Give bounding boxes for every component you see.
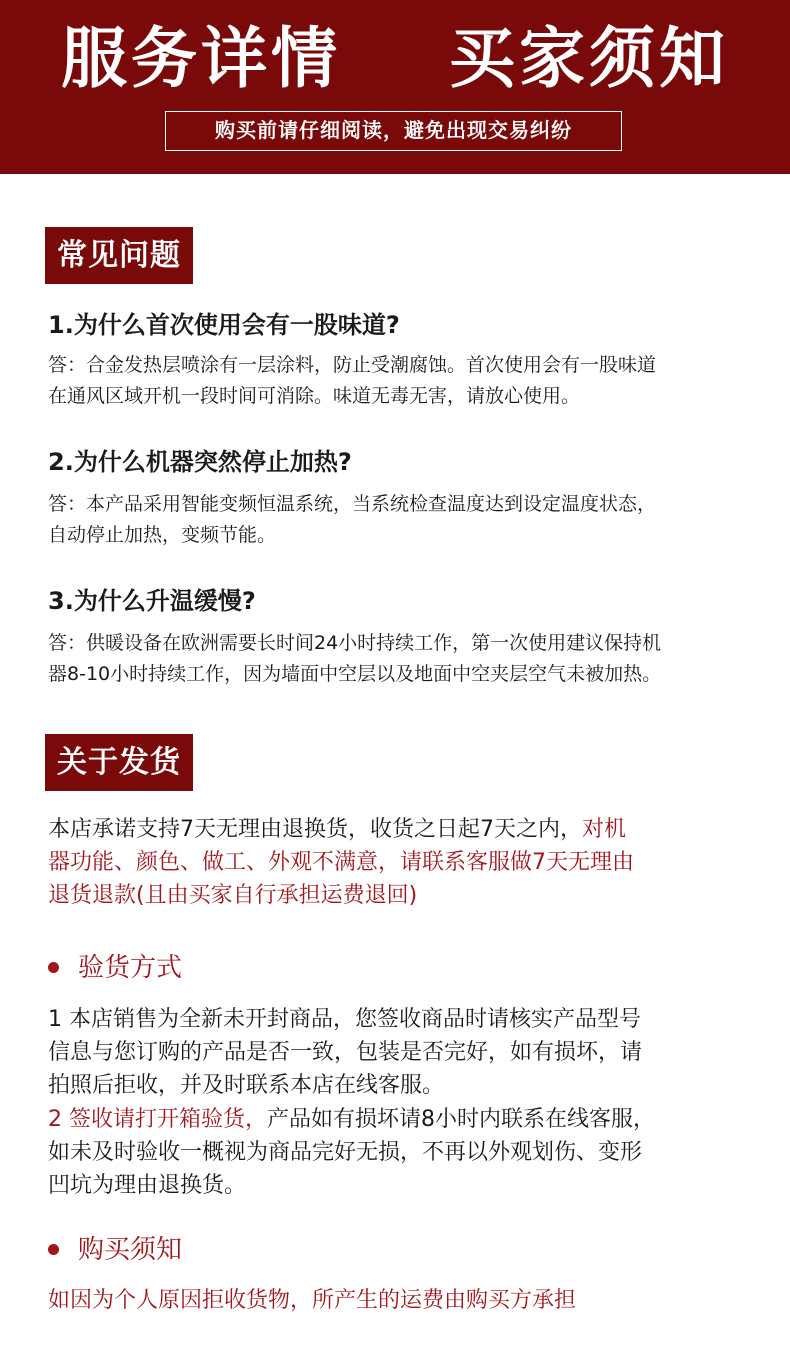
inspection-para-1-line-2: 信息与您订购的产品是否一致，包装是否完好，如有损坏，请 — [48, 1040, 643, 1065]
inspection-para-2-highlight: 2 签收请打开箱验货， — [48, 1107, 267, 1132]
shipping-line-2: 器功能、颜色、做工、外观不满意，请联系客服做7天无理由 — [48, 850, 634, 875]
bullet-dot-icon — [48, 1244, 59, 1255]
inspection-para-1-line-3: 拍照后拒收，并及时联系本店在线客服。 — [48, 1073, 445, 1098]
faq-answer-1 — [48, 350, 758, 412]
faq-heading: 常见问题 — [45, 227, 193, 284]
faq-answer-2-line-1: 答：本产品采用智能变频恒温系统，当系统检查温度达到设定温度状态， — [48, 493, 657, 515]
purchase-note: 如因为个人原因拒收货物，所产生的运费由购买方承担 — [48, 1288, 577, 1313]
shipping-line-1-highlight: 对机 — [582, 817, 627, 842]
faq-answer-1-line-1: 答：合金发热层喷涂有一层涂料，防止受潮腐蚀。首次使用会有一股味道 — [48, 354, 657, 376]
inspection-para-2-line-1 — [48, 1103, 768, 1136]
faq-answer-3 — [48, 628, 758, 690]
faq-question-3: 3.为什么升温缓慢? — [48, 587, 256, 615]
inspection-para-2-line-1-text: 产品如有损坏请8小时内联系在线客服， — [267, 1107, 655, 1132]
inspection-para-1-line-1: 1 本店销售为全新未开封商品，您签收商品时请核实产品型号 — [48, 1007, 641, 1032]
inspection-para-2 — [48, 1103, 768, 1202]
bullet-dot-icon — [48, 962, 59, 973]
faq-question-2: 2.为什么机器突然停止加热? — [48, 448, 352, 476]
shipping-line-1-text: 本店承诺支持7天无理由退换货，收货之日起7天之内， — [48, 817, 582, 842]
shipping-line-1 — [48, 813, 768, 846]
shipping-policy — [48, 813, 768, 912]
shipping-line-3: 退货退款(且由买家自行承担运费退回) — [48, 883, 418, 908]
faq-answer-3-line-2: 器8-10小时持续工作，因为墙面中空层以及地面中空夹层空气未被加热。 — [48, 663, 662, 685]
faq-answer-3-line-1: 答：供暖设备在欧洲需要长时间24小时持续工作，第一次使用建议保持机 — [48, 632, 662, 654]
purchase-heading-text: 购买须知 — [78, 1235, 183, 1265]
shipping-heading: 关于发货 — [45, 734, 193, 791]
page-subtitle: 购买前请仔细阅读，避免出现交易纠纷 — [165, 111, 622, 151]
faq-question-1: 1.为什么首次使用会有一股味道? — [48, 311, 400, 339]
header-banner — [0, 0, 790, 174]
inspection-para-2-line-3: 凹坑为理由退换货。 — [48, 1173, 247, 1198]
inspection-para-2-line-2: 如未及时验收一概视为商品完好无损，不再以外观划伤、变形 — [48, 1140, 643, 1165]
faq-answer-2-line-2: 自动停止加热，变频节能。 — [48, 524, 277, 546]
faq-answer-1-line-2: 在通风区域开机一段时间可消除。味道无毒无害，请放心使用。 — [48, 385, 581, 407]
inspection-heading-text: 验货方式 — [78, 953, 183, 983]
inspection-para-1 — [48, 1003, 768, 1102]
page-title: 服务详情 买家须知 — [61, 20, 729, 97]
faq-answer-2 — [48, 489, 758, 551]
